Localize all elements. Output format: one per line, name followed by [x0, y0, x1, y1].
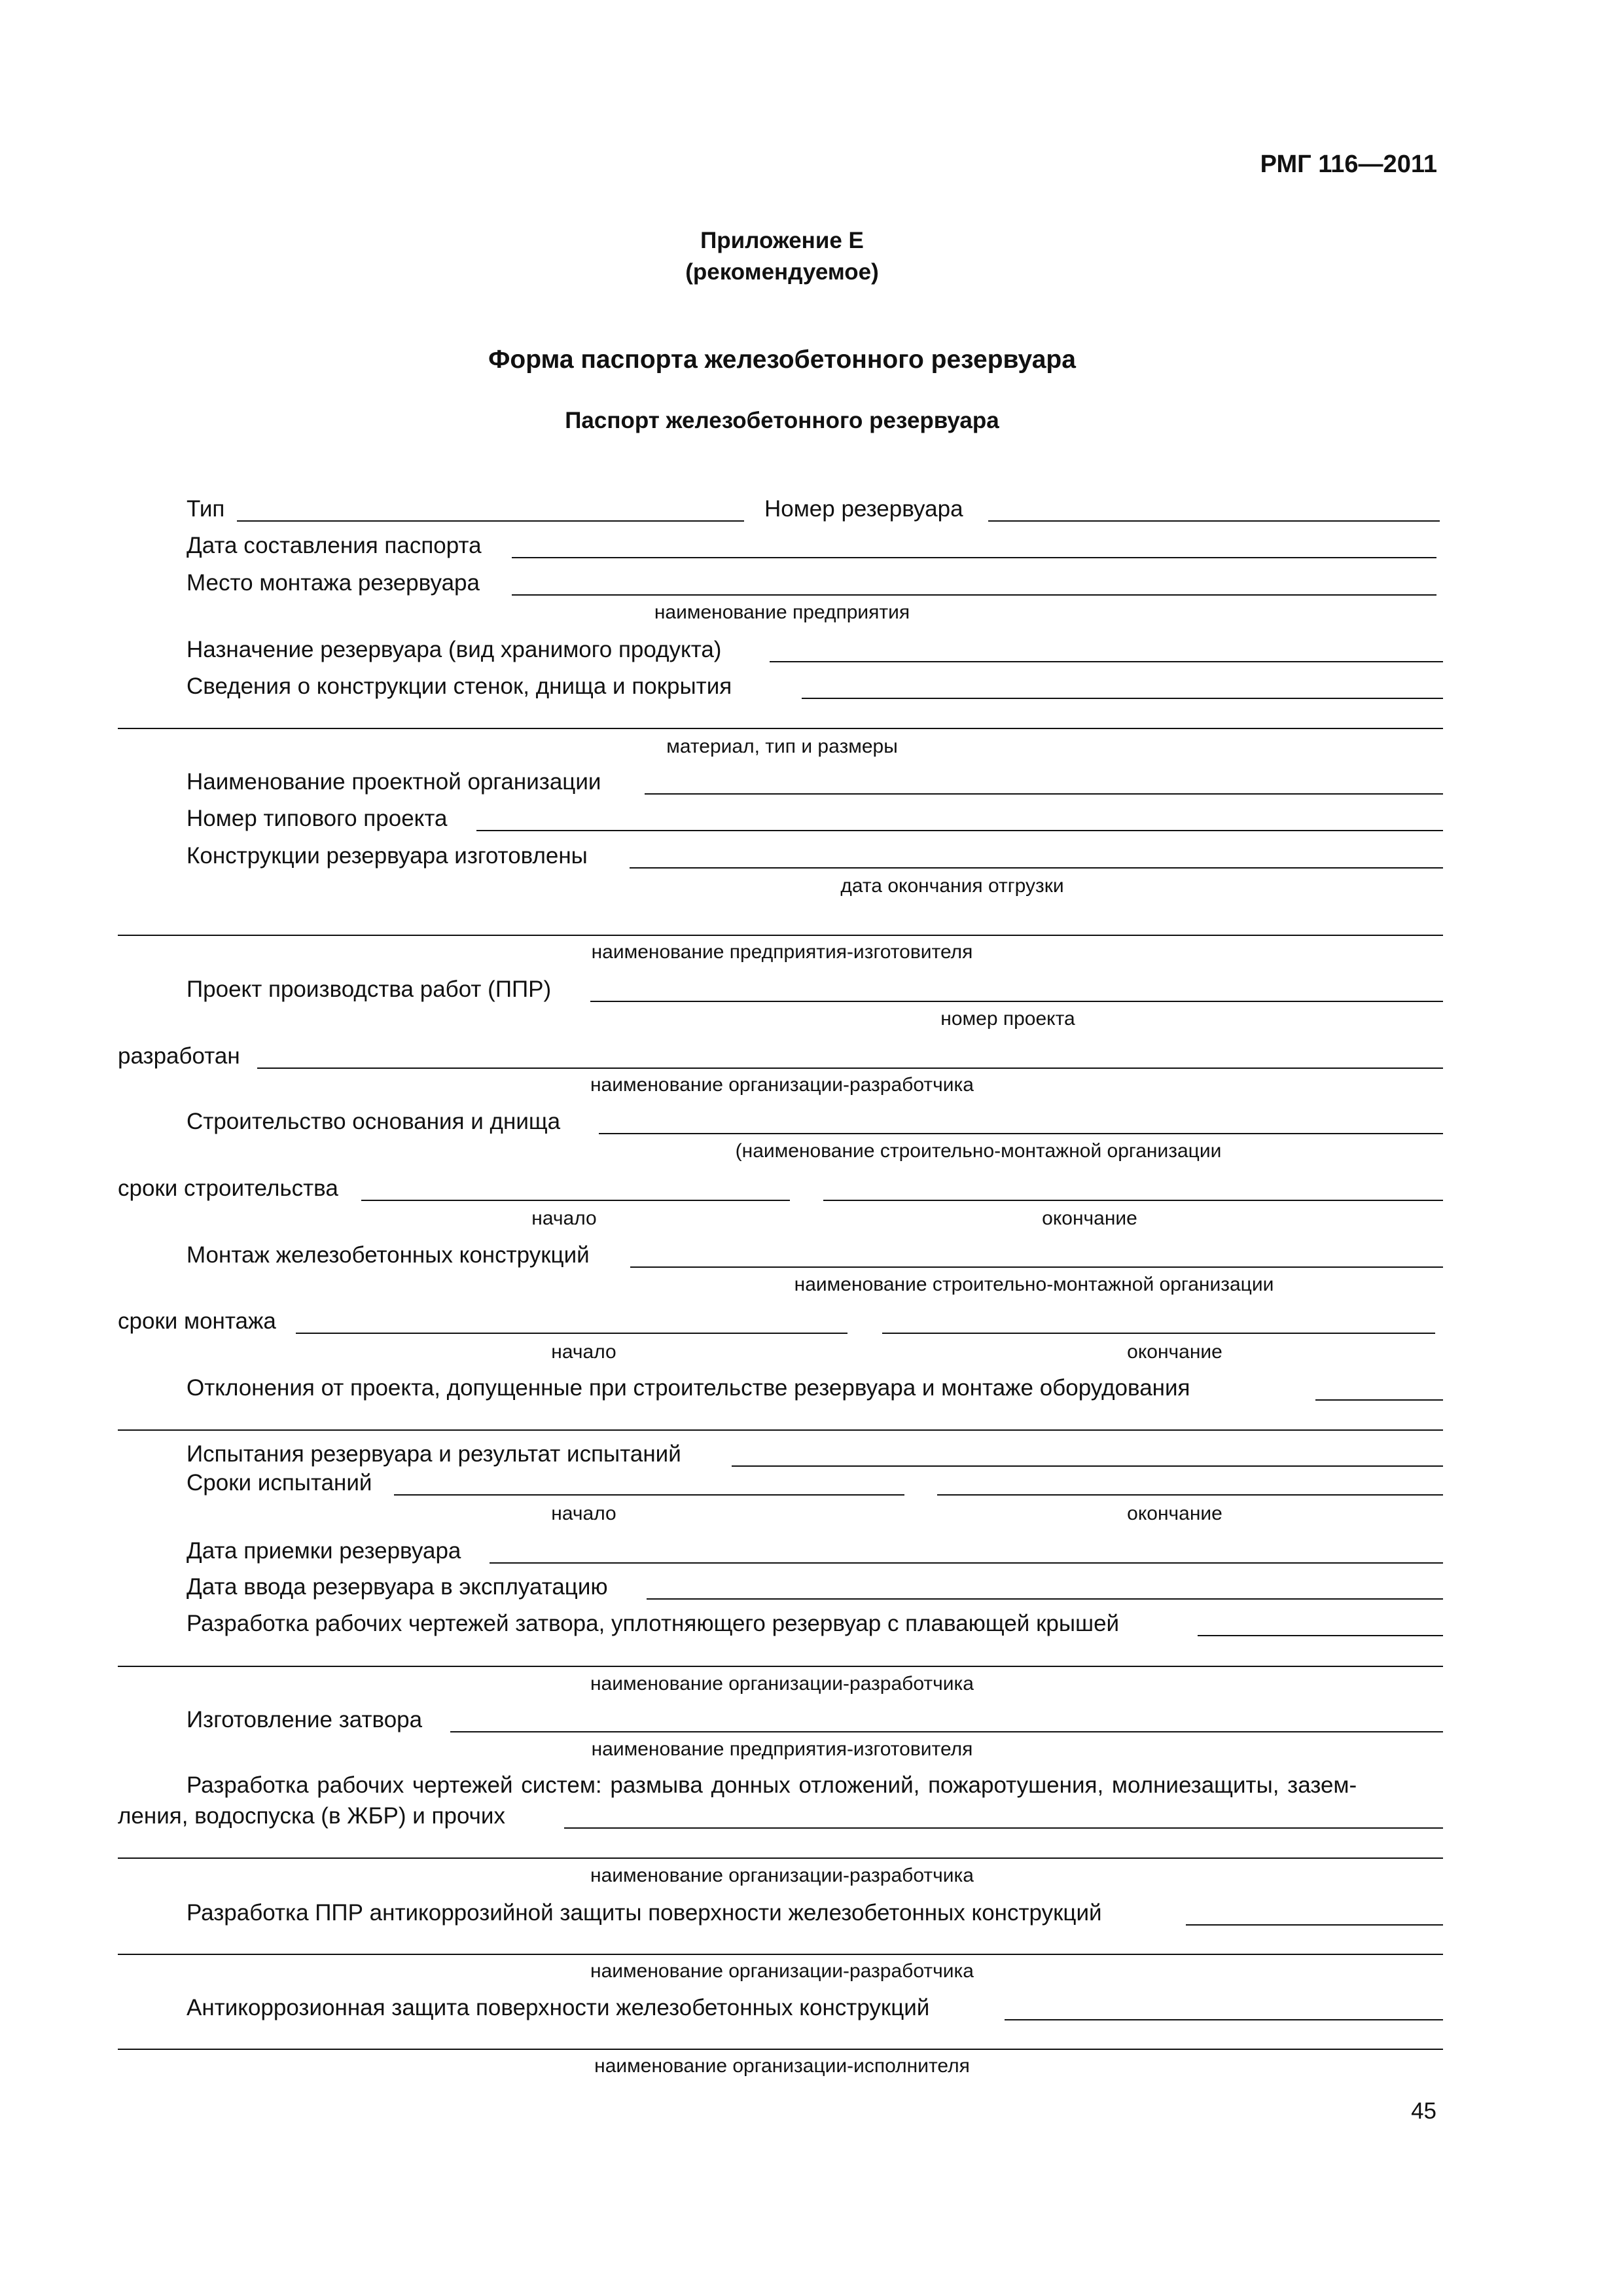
acceptance-date-field[interactable] [490, 1562, 1443, 1564]
test-start-caption: начало [551, 1503, 616, 1524]
construction-start-caption: начало [531, 1208, 597, 1229]
purpose-label: Назначение резервуара (вид хранимого продукта) [187, 637, 722, 662]
test-end-field[interactable] [937, 1494, 1443, 1496]
developer-caption-3: наименование организации-разработчика [590, 1865, 974, 1886]
tests-label: Испытания резервуара и результат испытаний [187, 1441, 681, 1467]
construction-info-field-2[interactable] [118, 728, 1443, 729]
deviations-field-2[interactable] [118, 1429, 1443, 1431]
design-org-label: Наименование проектной организации [187, 769, 601, 795]
developer-caption-4: наименование организации-разработчика [590, 1960, 974, 1982]
enterprise-name-caption: наименование предприятия [654, 601, 910, 623]
tank-number-label: Номер резервуара [764, 496, 963, 522]
base-construction-label: Строительство основания и днища [187, 1109, 561, 1134]
anticorrosion-field[interactable] [1005, 2019, 1443, 2020]
type-field[interactable] [237, 520, 744, 522]
passport-date-field[interactable] [512, 557, 1436, 558]
install-place-field[interactable] [512, 594, 1436, 596]
page-number: 45 [1411, 2098, 1436, 2124]
constr-org-caption-2: наименование строительно-монтажной организации [794, 1274, 1274, 1295]
executor-caption: наименование организации-исполнителя [594, 2055, 970, 2077]
assembly-field[interactable] [630, 1266, 1443, 1268]
shutter-drawings-field[interactable] [1198, 1635, 1443, 1636]
assembly-end-field[interactable] [882, 1333, 1435, 1334]
test-start-field[interactable] [394, 1494, 904, 1496]
developed-label: разработан [118, 1043, 240, 1069]
test-end-caption: окончание [1127, 1503, 1222, 1524]
standard-project-label: Номер типового проекта [187, 806, 448, 831]
assembly-label: Монтаж железобетонных конструкций [187, 1242, 590, 1268]
material-caption: материал, тип и размеры [666, 736, 898, 757]
standard-project-field[interactable] [476, 830, 1443, 831]
purpose-field[interactable] [770, 661, 1443, 662]
test-terms-label: Сроки испытаний [187, 1470, 372, 1496]
shipment-end-caption: дата окончания отгрузки [840, 875, 1064, 897]
project-number-caption: номер проекта [940, 1008, 1075, 1030]
manufacturer-caption-2: наименование предприятия-изготовителя [591, 1738, 973, 1760]
anticorrosion-label: Антикоррозионная защита поверхности железобетонных конструкций [187, 1995, 930, 2020]
construction-info-field[interactable] [802, 698, 1443, 699]
ppr-label: Проект производства работ (ППР) [187, 977, 552, 1002]
construction-end-field[interactable] [823, 1200, 1443, 1201]
developed-field[interactable] [257, 1067, 1443, 1069]
install-place-label: Место монтажа резервуара [187, 570, 480, 596]
base-construction-field[interactable] [599, 1133, 1443, 1134]
systems-drawings-field[interactable] [564, 1827, 1443, 1829]
developer-caption-2: наименование организации-разработчика [590, 1673, 974, 1695]
constr-org-caption-1: (наименование строительно-монтажной организации [735, 1140, 1222, 1162]
commissioning-date-field[interactable] [647, 1598, 1443, 1600]
manufactured-label: Конструкции резервуара изготовлены [187, 843, 588, 869]
anticorrosion-ppr-field[interactable] [1186, 1924, 1443, 1926]
appendix-title: Приложение Е [700, 228, 864, 253]
design-org-field[interactable] [645, 793, 1443, 795]
shutter-drawings-label: Разработка рабочих чертежей затвора, уплотняющего резервуар с плавающей крышей [187, 1611, 1120, 1636]
systems-drawings-field-2[interactable] [118, 1857, 1443, 1859]
construction-info-label: Сведения о конструкции стенок, днища и покрытия [187, 673, 732, 699]
shutter-manufacture-field[interactable] [450, 1731, 1443, 1732]
anticorrosion-ppr-label: Разработка ППР антикоррозийной защиты поверхности железобетонных конструкций [187, 1900, 1102, 1926]
deviations-label: Отклонения от проекта, допущенные при строительстве резервуара и монтаже оборудования [187, 1375, 1190, 1401]
form-title: Форма паспорта железобетонного резервуара [488, 346, 1076, 374]
construction-end-caption: окончание [1042, 1208, 1137, 1229]
assembly-start-caption: начало [551, 1341, 616, 1363]
tests-field[interactable] [732, 1465, 1443, 1467]
assembly-start-field[interactable] [296, 1333, 847, 1334]
systems-drawings-label-2: ления, водоспуска (в ЖБР) и прочих [118, 1803, 505, 1829]
passport-date-label: Дата составления паспорта [187, 533, 482, 558]
shutter-drawings-field-2[interactable] [118, 1666, 1443, 1667]
construction-start-field[interactable] [361, 1200, 790, 1201]
assembly-end-caption: окончание [1127, 1341, 1222, 1363]
type-label: Тип [187, 496, 225, 522]
anticorrosion-field-2[interactable] [118, 2049, 1443, 2050]
commissioning-date-label: Дата ввода резервуара в эксплуатацию [187, 1574, 608, 1600]
acceptance-date-label: Дата приемки резервуара [187, 1538, 461, 1564]
deviations-field[interactable] [1315, 1399, 1443, 1401]
passport-title: Паспорт железобетонного резервуара [565, 408, 999, 433]
manufacturer-field[interactable] [118, 935, 1443, 936]
systems-drawings-label-1: Разработка рабочих чертежей систем: размыва донных отложений, пожаротушения, молниезащиты, зазем- [187, 1772, 1357, 1798]
construction-terms-label: сроки строительства [118, 1175, 338, 1201]
assembly-terms-label: сроки монтажа [118, 1308, 276, 1334]
tank-number-field[interactable] [988, 520, 1440, 522]
appendix-note: (рекомендуемое) [685, 259, 879, 285]
developer-caption: наименование организации-разработчика [590, 1074, 974, 1096]
manufactured-field[interactable] [630, 867, 1443, 869]
shutter-manufacture-label: Изготовление затвора [187, 1707, 423, 1732]
manufacturer-caption: наименование предприятия-изготовителя [591, 941, 973, 963]
ppr-field[interactable] [590, 1001, 1443, 1002]
document-code: РМГ 116—2011 [1260, 151, 1437, 178]
anticorrosion-ppr-field-2[interactable] [118, 1954, 1443, 1955]
